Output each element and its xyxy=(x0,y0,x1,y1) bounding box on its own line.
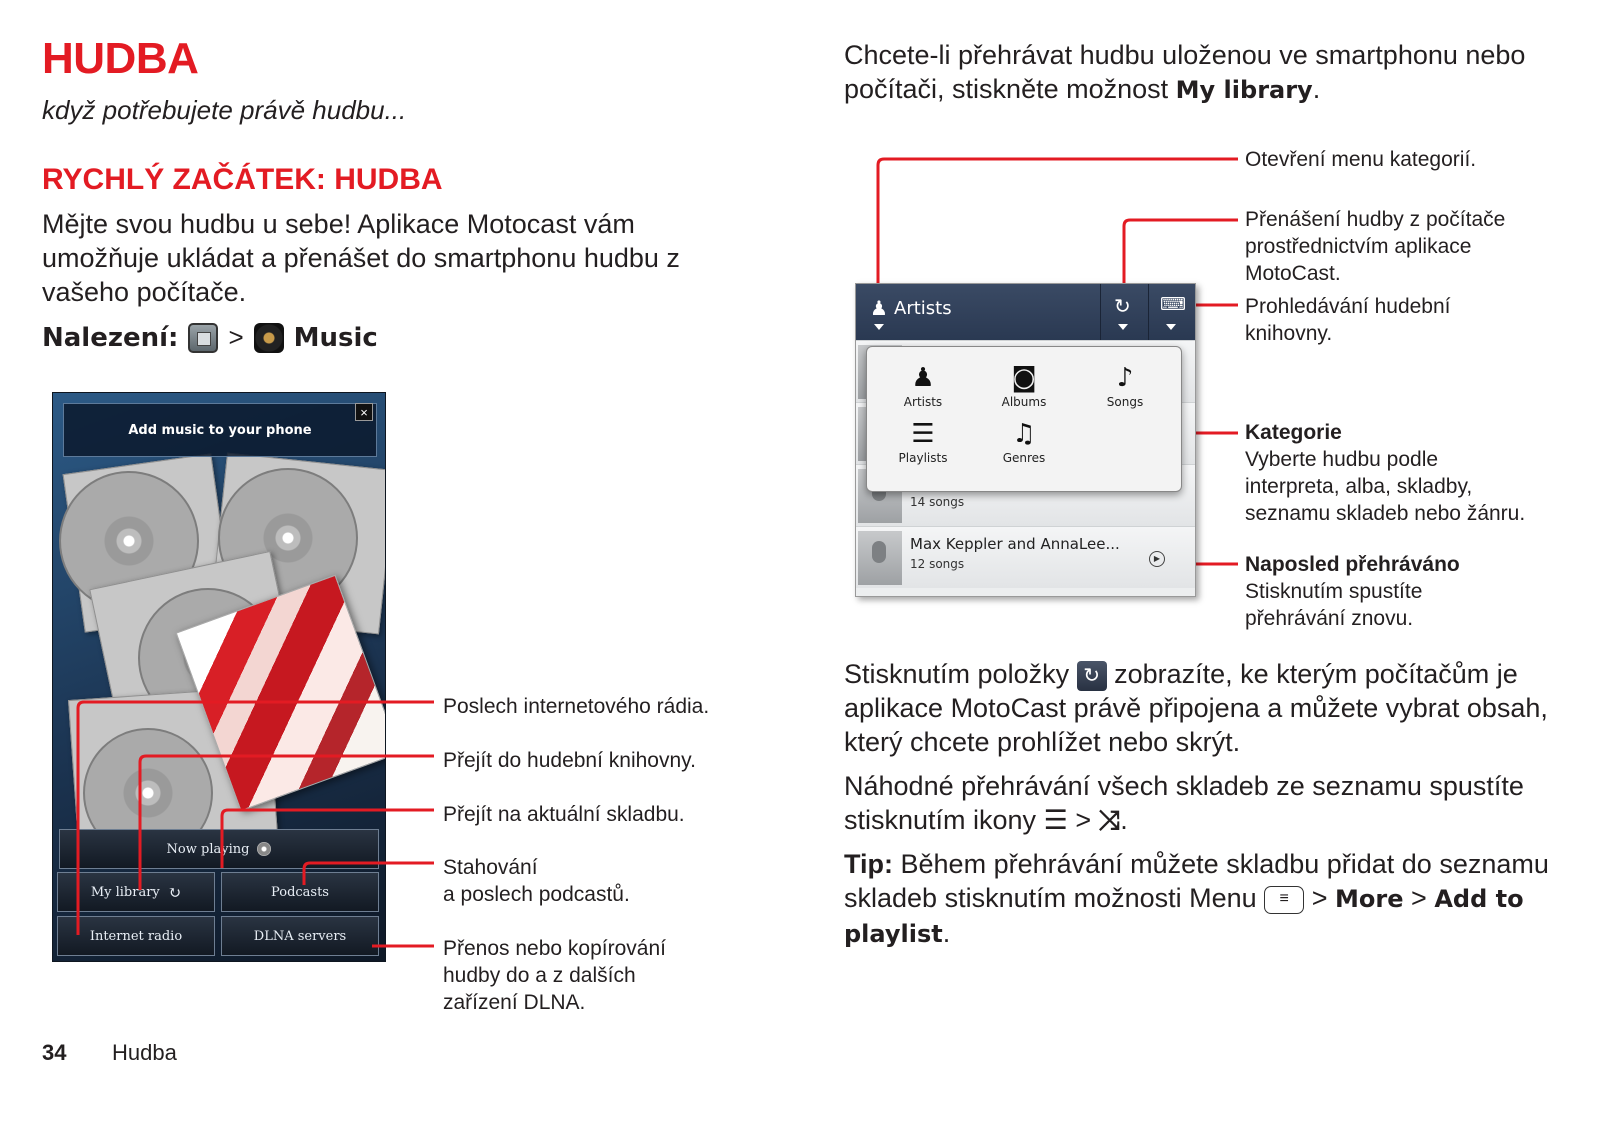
my-library-button[interactable] xyxy=(57,872,215,912)
artist-thumbnail xyxy=(858,531,902,585)
page-title: HUDBA xyxy=(42,34,199,83)
list-icon: ☰ xyxy=(911,419,935,449)
podcasts-button[interactable] xyxy=(221,872,379,912)
my-library-term: My library xyxy=(1175,76,1313,104)
song-count: 14 songs xyxy=(910,495,965,509)
shuffle-separator: > xyxy=(1075,805,1092,835)
callout-now-playing: Přejít na aktuální skladbu. xyxy=(443,803,685,826)
tip-label: Tip: xyxy=(844,849,893,879)
callout-recent xyxy=(1245,551,1460,632)
callout-search xyxy=(1245,293,1451,347)
dropdown-arrow-icon xyxy=(1166,324,1176,330)
callout-podcasts-line: a poslech podcastů. xyxy=(443,883,630,906)
find-separator: > xyxy=(228,322,244,352)
sync-paragraph-end: zobrazíte, ke kterým počítačům je aplikace MotoCast právě připojena a můžete vybrat obsah, který chcete prohlížet nebo skrýt. xyxy=(844,659,1548,757)
callout-dlna-line: hudby do a z dalších xyxy=(443,964,636,987)
category-label: Artists xyxy=(903,395,943,409)
category-genres[interactable] xyxy=(974,419,1074,465)
callout-recent-title: Naposled přehráváno xyxy=(1245,553,1460,576)
list-item[interactable] xyxy=(856,526,1196,588)
song-count: 12 songs xyxy=(910,557,965,571)
callout-categories-title: Kategorie xyxy=(1245,421,1342,444)
tip-end: . xyxy=(942,918,951,948)
artist-icon: ♟ xyxy=(911,363,935,393)
sync-paragraph xyxy=(844,657,1564,759)
tip-separator: > xyxy=(1311,883,1328,913)
callout-search-line: Prohledávání hudební xyxy=(1245,295,1451,318)
callout-library: Přejít do hudební knihovny. xyxy=(443,749,696,772)
tip-text: Během přehrávání můžete skladbu přidat do seznamu skladeb stisknutím možnosti Menu xyxy=(844,849,1549,913)
callout-sync-line: MotoCast. xyxy=(1245,262,1341,285)
find-path xyxy=(42,322,378,353)
sync-icon[interactable]: ↻ xyxy=(1114,296,1131,318)
callout-categories xyxy=(1245,419,1525,527)
callout-recent-line: Stisknutím spustíte xyxy=(1245,580,1423,603)
callout-podcasts-line: Stahování xyxy=(443,856,538,879)
my-library-label: My library xyxy=(90,884,160,900)
right-intro xyxy=(844,38,1564,107)
sync-paragraph-start: Stisknutím položky xyxy=(844,659,1070,689)
category-label: Playlists xyxy=(898,451,948,465)
callout-sync xyxy=(1245,206,1505,287)
dropdown-arrow-icon xyxy=(874,324,884,330)
callout-categories-line: interpreta, alba, skladby, xyxy=(1245,475,1473,498)
page-number: 34 xyxy=(42,1040,67,1065)
menu-key-icon: ≡ xyxy=(1264,886,1304,914)
library-screenshot xyxy=(855,283,1196,597)
category-songs[interactable] xyxy=(1075,363,1175,409)
launcher-icon xyxy=(188,323,218,353)
play-icon[interactable]: ▶ xyxy=(1149,551,1165,567)
page-subtitle: když potřebujete právě hudbu... xyxy=(42,95,407,125)
footer-section: Hudba xyxy=(112,1040,177,1065)
podcasts-label: Podcasts xyxy=(271,884,329,900)
callout-search-line: knihovny. xyxy=(1245,322,1333,345)
callout-line-menu xyxy=(878,159,1238,292)
category-label: Albums xyxy=(1001,395,1047,409)
internet-radio-button[interactable] xyxy=(57,916,215,956)
tip-paragraph xyxy=(844,847,1564,951)
now-playing-label: Now playing xyxy=(166,841,250,857)
callout-radio: Poslech internetového rádia. xyxy=(443,695,710,718)
category-popup xyxy=(866,346,1182,492)
callout-recent-line: přehrávání znovu. xyxy=(1245,607,1414,630)
sync-icon: ↻ xyxy=(1077,661,1107,691)
library-action-bar xyxy=(856,284,1196,340)
category-title[interactable]: Artists xyxy=(894,298,952,319)
shuffle-paragraph xyxy=(844,769,1564,837)
search-keyboard-icon[interactable]: ⌨ xyxy=(1160,294,1186,314)
callout-dlna-line: zařízení DLNA. xyxy=(443,991,586,1014)
music-home-screenshot xyxy=(52,392,386,962)
shuffle-paragraph-end: . xyxy=(1120,805,1128,835)
callout-sync-line: prostřednictvím aplikace xyxy=(1245,235,1472,258)
dlna-servers-label: DLNA servers xyxy=(253,928,347,944)
category-label: Genres xyxy=(1002,451,1046,465)
callout-sync-line: Přenášení hudby z počítače xyxy=(1245,208,1506,231)
callout-line-sync xyxy=(1124,220,1238,290)
now-playing-button[interactable] xyxy=(59,829,379,869)
album-icon: ◙ xyxy=(1011,363,1037,393)
section-heading: RYCHLÝ ZAČÁTEK: HUDBA xyxy=(42,163,443,196)
artists-menu-icon[interactable]: ♟ xyxy=(870,298,888,320)
tip-separator: > xyxy=(1411,883,1427,913)
callout-podcasts xyxy=(443,854,630,908)
find-app-name: Music xyxy=(293,322,378,353)
callout-categories-line: seznamu skladeb nebo žánru. xyxy=(1245,502,1526,525)
close-icon[interactable]: × xyxy=(355,403,373,421)
dropdown-arrow-icon xyxy=(1118,324,1128,330)
add-music-banner[interactable]: Add music to your phone xyxy=(63,403,377,457)
callout-dlna xyxy=(443,935,666,1016)
shuffle-paragraph-text: Náhodné přehrávání všech skladeb ze seznamu spustíte stisknutím ikony xyxy=(844,771,1524,835)
find-label: Nalezení: xyxy=(42,322,179,353)
artist-name: Max Keppler and AnnaLee... xyxy=(910,535,1120,553)
callout-dlna-line: Přenos nebo kopírování xyxy=(443,937,666,960)
more-term: More xyxy=(1335,885,1404,913)
callout-categories-line: Vyberte hudbu podle xyxy=(1245,448,1439,471)
list-icon: ☰ xyxy=(1043,805,1068,835)
dlna-servers-button[interactable] xyxy=(221,916,379,956)
category-label: Songs xyxy=(1106,395,1144,409)
category-playlists[interactable] xyxy=(873,419,973,465)
right-intro-text: Chcete-li přehrávat hudbu uloženou ve smartphonu nebo počítači, stiskněte možnost xyxy=(844,40,1526,104)
shuffle-icon: ⤨ xyxy=(1098,805,1121,835)
add-to-playlist-term: Add to playlist xyxy=(844,885,1524,948)
callout-menu: Otevření menu kategorií. xyxy=(1245,148,1477,171)
category-artists[interactable] xyxy=(873,363,973,409)
intro-paragraph: Mějte svou hudbu u sebe! Aplikace Motocast vám umožňuje ukládat a přenášet do smartphonu hudbu z vašeho počítače. xyxy=(42,209,680,307)
disc-icon xyxy=(257,842,271,856)
category-albums[interactable] xyxy=(974,363,1074,409)
music-app-icon xyxy=(254,323,284,353)
sync-icon: ↻ xyxy=(167,882,182,902)
internet-radio-label: Internet radio xyxy=(89,928,183,944)
music-note-icon: ♪ xyxy=(1116,363,1134,393)
guitar-icon: ♫ xyxy=(1012,419,1036,449)
right-intro-end: . xyxy=(1312,74,1321,104)
